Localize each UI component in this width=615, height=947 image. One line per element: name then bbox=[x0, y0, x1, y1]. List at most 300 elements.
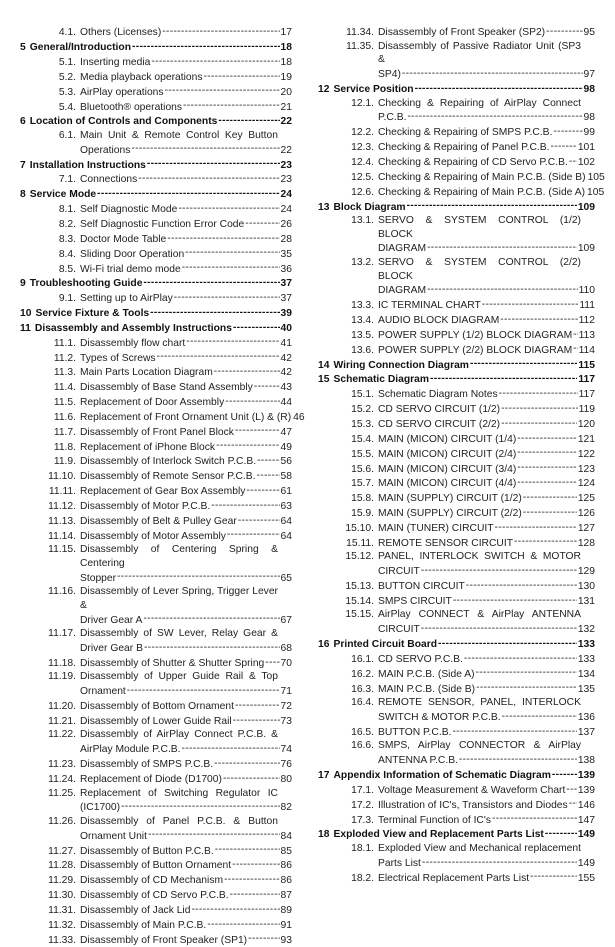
toc-leader-dashes bbox=[150, 306, 279, 316]
toc-leader-dashes bbox=[182, 261, 280, 271]
toc-section-entry[interactable] bbox=[318, 652, 595, 667]
toc-entry-line bbox=[318, 753, 595, 768]
toc-page-number: 126 bbox=[577, 508, 595, 520]
toc-section-entry[interactable] bbox=[20, 202, 292, 217]
toc-entry-number: 11.1. bbox=[53, 337, 76, 349]
toc-entry-line bbox=[20, 800, 292, 815]
toc-entry-title: Parts List bbox=[378, 857, 421, 869]
toc-section-entry[interactable] bbox=[20, 70, 292, 85]
toc-section-entry[interactable] bbox=[20, 395, 292, 410]
toc-entry-title: Disassembly of Button P.C.B. bbox=[80, 845, 214, 857]
toc-section-entry[interactable] bbox=[318, 812, 595, 827]
toc-entry-line bbox=[20, 172, 292, 187]
toc-section-entry[interactable] bbox=[318, 725, 595, 740]
toc-entry-number: 11.8. bbox=[53, 441, 76, 453]
toc-section-entry[interactable] bbox=[318, 696, 595, 724]
toc-entry-number: 11.13. bbox=[48, 515, 76, 527]
toc-leader-dashes bbox=[422, 856, 577, 866]
toc-entry-line bbox=[318, 870, 595, 885]
toc-entry-number: 11.17. bbox=[48, 628, 76, 640]
toc-leader-dashes bbox=[131, 142, 279, 152]
toc-entry-title: Disassembly of Front Panel Block bbox=[80, 426, 234, 438]
toc-section-entry[interactable] bbox=[318, 125, 595, 140]
toc-chapter-entry[interactable] bbox=[20, 276, 292, 291]
toc-leader-dashes bbox=[138, 172, 279, 182]
toc-leader-dashes bbox=[430, 372, 577, 382]
toc-entry-line bbox=[318, 402, 595, 417]
toc-entry-number: 11.29. bbox=[48, 875, 76, 887]
toc-page-number: 37 bbox=[280, 293, 292, 305]
toc-page-number: 76 bbox=[280, 759, 292, 771]
toc-section-entry[interactable] bbox=[20, 714, 292, 729]
toc-page-number: 139 bbox=[577, 784, 595, 796]
toc-entry-title: Voltage Measurement & Waveform Chart bbox=[378, 784, 566, 796]
toc-page-number: 65 bbox=[280, 572, 292, 584]
toc-section-entry[interactable] bbox=[20, 454, 292, 469]
toc-entry-line bbox=[20, 365, 292, 380]
toc-leader-dashes bbox=[230, 888, 280, 898]
toc-page-number: 21 bbox=[280, 101, 292, 113]
toc-entry-title: MAIN P.C.B. (Side B) bbox=[378, 683, 476, 695]
toc-section-entry[interactable] bbox=[20, 656, 292, 671]
toc-entry-number: 13.6. bbox=[351, 344, 374, 356]
toc-section-entry[interactable] bbox=[318, 608, 595, 636]
toc-leader-dashes bbox=[248, 932, 279, 942]
toc-page-number: 120 bbox=[577, 419, 595, 430]
toc-entry-number: 14 bbox=[318, 359, 330, 371]
toc-page-number: 85 bbox=[280, 845, 292, 857]
toc-leader-dashes bbox=[162, 25, 279, 35]
toc-section-entry[interactable] bbox=[20, 410, 305, 425]
toc-section-entry[interactable] bbox=[20, 380, 292, 395]
toc-page-number: 24 bbox=[280, 204, 292, 216]
toc-section-entry[interactable] bbox=[318, 40, 595, 82]
toc-entry-line bbox=[20, 714, 292, 729]
toc-entry-title: MAIN (MICON) CIRCUIT (3/4) bbox=[378, 463, 517, 475]
toc-entry-line bbox=[318, 372, 595, 387]
toc-entry-title: REMOTE SENSOR CIRCUIT bbox=[378, 537, 514, 549]
toc-entry-title: Block Diagram bbox=[333, 201, 406, 213]
toc-entry-number: 11.20. bbox=[48, 701, 76, 713]
toc-page-number: 132 bbox=[577, 624, 595, 636]
toc-entry-number: 17.2. bbox=[351, 799, 374, 811]
toc-entry-number: 15.12. bbox=[345, 551, 374, 563]
toc-leader-dashes bbox=[148, 828, 280, 838]
toc-entry-line bbox=[318, 622, 595, 637]
toc-entry-title: Disassembly of AirPlay Connect P.C.B. & bbox=[80, 729, 278, 741]
toc-page-number: 84 bbox=[280, 830, 292, 842]
toc-section-entry[interactable] bbox=[318, 550, 595, 578]
toc-entry-number: 8 bbox=[20, 189, 26, 201]
toc-entry-title: IC TERMINAL CHART bbox=[378, 300, 481, 312]
toc-entry-line bbox=[20, 918, 292, 933]
toc-entry-title: Disassembly of Shutter & Shutter Spring bbox=[80, 657, 265, 669]
toc-entry-title: SWITCH & MOTOR P.C.B. bbox=[378, 711, 501, 723]
toc-entry-number: 15.11. bbox=[346, 537, 374, 549]
toc-entry-number: 7.1. bbox=[58, 174, 76, 186]
toc-entry-title: Checking & Repairing of AirPlay Connect bbox=[378, 97, 581, 109]
toc-entry-title: Schematic Diagram bbox=[333, 374, 430, 386]
toc-entry-number: 11.9. bbox=[53, 456, 76, 468]
toc-section-entry[interactable] bbox=[20, 424, 292, 439]
toc-entry-title: Disassembly flow chart bbox=[80, 337, 186, 349]
toc-section-entry[interactable] bbox=[318, 140, 595, 155]
toc-section-entry[interactable] bbox=[318, 476, 595, 491]
toc-page-number: 89 bbox=[280, 904, 292, 916]
toc-entry-title: Schematic Diagram Notes bbox=[378, 389, 498, 401]
toc-section-entry[interactable] bbox=[20, 888, 292, 903]
toc-entry-title: Disassembly of Jack Lid bbox=[80, 904, 191, 916]
toc-section-entry[interactable] bbox=[20, 585, 292, 627]
toc-chapter-entry[interactable] bbox=[318, 637, 595, 652]
toc-section-entry[interactable] bbox=[318, 298, 595, 313]
toc-section-entry[interactable] bbox=[318, 739, 595, 767]
toc-entry-line bbox=[20, 828, 292, 843]
toc-section-entry[interactable] bbox=[20, 543, 292, 585]
toc-leader-dashes bbox=[476, 666, 577, 676]
toc-section-entry[interactable] bbox=[318, 446, 595, 461]
toc-leader-dashes bbox=[246, 484, 279, 494]
toc-section-entry[interactable] bbox=[318, 97, 595, 125]
toc-page-number: 73 bbox=[280, 715, 292, 727]
toc-leader-dashes bbox=[517, 461, 577, 471]
toc-chapter-entry[interactable] bbox=[20, 40, 292, 55]
toc-entry-number: 12.1. bbox=[351, 97, 374, 109]
toc-section-entry[interactable] bbox=[318, 666, 595, 681]
toc-leader-dashes bbox=[517, 476, 577, 486]
toc-section-entry[interactable] bbox=[20, 903, 292, 918]
toc-entry-number: 11.34. bbox=[346, 27, 374, 39]
toc-entry-title: Location of Controls and Components bbox=[29, 116, 218, 128]
toc-chapter-entry[interactable] bbox=[318, 82, 595, 97]
toc-section-entry[interactable] bbox=[318, 432, 595, 447]
toc-section-entry[interactable] bbox=[20, 918, 292, 933]
toc-entry-line bbox=[318, 241, 595, 256]
toc-section-entry[interactable] bbox=[20, 84, 292, 99]
toc-entry-line bbox=[20, 380, 292, 395]
toc-page-number: 133 bbox=[577, 639, 595, 651]
toc-section-entry[interactable] bbox=[20, 439, 292, 454]
toc-entry-title: MAIN (SUPPLY) CIRCUIT (2/2) bbox=[378, 508, 522, 520]
toc-leader-dashes bbox=[500, 313, 577, 323]
toc-page-number: 41 bbox=[280, 337, 292, 349]
toc-section-entry[interactable] bbox=[20, 858, 292, 873]
toc-entry-number: 11.25. bbox=[48, 787, 76, 799]
toc-entry-number: 11.22. bbox=[48, 729, 76, 741]
toc-leader-dashes bbox=[218, 114, 279, 124]
toc-entry-line bbox=[318, 652, 595, 667]
toc-leader-dashes bbox=[235, 699, 280, 709]
toc-entry-title: Checking & Repairing of Panel P.C.B. bbox=[378, 142, 550, 154]
toc-page-number: 39 bbox=[280, 308, 292, 320]
toc-section-entry[interactable] bbox=[318, 328, 595, 343]
toc-section-entry[interactable] bbox=[20, 25, 292, 40]
toc-entry-number: 11.18. bbox=[48, 657, 76, 669]
toc-page-number: 147 bbox=[577, 814, 595, 826]
toc-entry-line bbox=[20, 742, 292, 757]
toc-leader-dashes bbox=[464, 652, 577, 662]
toc-entry-line bbox=[318, 564, 595, 579]
toc-entry-line bbox=[318, 82, 595, 97]
toc-section-entry[interactable] bbox=[20, 772, 292, 787]
toc-entry-number: 15.1. bbox=[351, 389, 374, 401]
toc-page-number: 74 bbox=[280, 744, 292, 756]
toc-section-entry[interactable] bbox=[318, 155, 595, 170]
toc-section-entry[interactable] bbox=[318, 342, 595, 357]
toc-chapter-entry[interactable] bbox=[20, 114, 292, 129]
toc-section-entry[interactable] bbox=[318, 797, 595, 812]
toc-entry-number: 13 bbox=[318, 201, 330, 213]
toc-section-entry[interactable] bbox=[20, 261, 292, 276]
toc-section-entry[interactable] bbox=[20, 129, 292, 157]
toc-entry-title: Disassembly of Base Stand Assembly bbox=[80, 382, 253, 394]
toc-entry-number: 15.9. bbox=[351, 508, 374, 520]
toc-page-number: 22 bbox=[280, 144, 292, 156]
toc-entry-line bbox=[318, 783, 595, 798]
toc-section-entry[interactable] bbox=[20, 670, 292, 698]
toc-chapter-entry[interactable] bbox=[20, 157, 292, 172]
toc-section-entry[interactable] bbox=[318, 491, 595, 506]
toc-section-entry[interactable] bbox=[318, 387, 595, 402]
toc-page-number: 130 bbox=[577, 580, 595, 592]
toc-page-number: 17 bbox=[280, 27, 292, 39]
toc-leader-dashes bbox=[495, 521, 577, 531]
toc-section-entry[interactable] bbox=[20, 787, 292, 815]
toc-entry-title: Types of Screws bbox=[80, 352, 156, 364]
toc-leader-dashes bbox=[569, 797, 577, 807]
toc-page-number: 58 bbox=[280, 471, 292, 483]
toc-entry-number: 16.1. bbox=[351, 653, 374, 665]
toc-leader-dashes bbox=[224, 873, 279, 883]
toc-leader-dashes bbox=[470, 357, 577, 367]
toc-leader-dashes bbox=[117, 570, 279, 580]
toc-section-entry[interactable] bbox=[318, 681, 595, 696]
toc-section-entry[interactable] bbox=[20, 699, 292, 714]
toc-section-entry[interactable] bbox=[318, 506, 595, 521]
toc-leader-dashes bbox=[552, 768, 577, 778]
toc-leader-dashes bbox=[257, 454, 279, 464]
toc-section-entry[interactable] bbox=[20, 627, 292, 655]
toc-chapter-entry[interactable] bbox=[20, 306, 292, 321]
toc-entry-title: Disassembly of Panel P.C.B. & Button bbox=[80, 815, 278, 827]
toc-section-entry[interactable] bbox=[20, 815, 292, 843]
toc-section-entry[interactable] bbox=[20, 99, 292, 114]
toc-leader-dashes bbox=[523, 506, 577, 516]
toc-page-number: 111 bbox=[579, 300, 595, 312]
toc-entry-title: SMPS CIRCUIT bbox=[378, 595, 452, 607]
toc-entry-number: 11.21. bbox=[48, 715, 76, 727]
toc-section-entry[interactable] bbox=[318, 535, 595, 550]
toc-section-entry[interactable] bbox=[318, 214, 595, 256]
toc-section-entry[interactable] bbox=[20, 843, 292, 858]
toc-section-entry[interactable] bbox=[318, 184, 605, 199]
toc-entry-title: Disassembly of Front Speaker (SP1) bbox=[80, 934, 248, 946]
toc-section-entry[interactable] bbox=[20, 291, 292, 306]
toc-leader-dashes bbox=[566, 783, 576, 793]
toc-section-entry[interactable] bbox=[20, 246, 292, 261]
toc-entry-line bbox=[20, 84, 292, 99]
toc-entry-line bbox=[20, 873, 292, 888]
toc-chapter-entry[interactable] bbox=[318, 357, 595, 372]
toc-section-entry[interactable] bbox=[318, 402, 595, 417]
toc-page-number: 37 bbox=[280, 278, 292, 290]
toc-entry-title: ANTENNA P.C.B. bbox=[378, 755, 458, 767]
toc-page-number: 102 bbox=[577, 157, 595, 168]
toc-section-entry[interactable] bbox=[20, 873, 292, 888]
toc-entry-number: 15.15. bbox=[345, 609, 374, 621]
toc-entry-line bbox=[318, 357, 595, 372]
toc-leader-dashes bbox=[523, 491, 577, 501]
toc-section-entry[interactable] bbox=[20, 728, 292, 756]
toc-entry-line bbox=[318, 328, 595, 343]
toc-entry-number: 8.3. bbox=[58, 233, 76, 245]
toc-section-entry[interactable] bbox=[20, 350, 292, 365]
toc-entry-line bbox=[318, 67, 595, 82]
toc-page-number: 40 bbox=[280, 322, 292, 334]
toc-entry-number: 11.5. bbox=[53, 397, 76, 409]
toc-entry-line bbox=[20, 670, 292, 684]
toc-section-entry[interactable] bbox=[20, 528, 292, 543]
toc-entry-line bbox=[20, 439, 292, 454]
toc-entry-number: 11.2. bbox=[53, 352, 76, 364]
toc-entry-number: 15.13. bbox=[345, 580, 374, 592]
toc-leader-dashes bbox=[545, 827, 577, 837]
toc-section-entry[interactable] bbox=[318, 170, 605, 185]
toc-section-entry[interactable] bbox=[20, 55, 292, 70]
toc-section-entry[interactable] bbox=[318, 256, 595, 298]
toc-chapter-entry[interactable] bbox=[20, 321, 292, 336]
toc-leader-dashes bbox=[452, 725, 576, 735]
toc-section-entry[interactable] bbox=[20, 365, 292, 380]
toc-entry-line bbox=[318, 461, 595, 476]
toc-entry-line bbox=[318, 535, 595, 550]
toc-entry-line bbox=[318, 696, 595, 710]
toc-entry-line bbox=[20, 728, 292, 742]
toc-leader-dashes bbox=[517, 446, 577, 456]
toc-entry-line bbox=[20, 99, 292, 114]
toc-section-entry[interactable] bbox=[20, 484, 292, 499]
toc-leader-dashes bbox=[147, 157, 280, 167]
toc-entry-line bbox=[318, 827, 595, 842]
toc-section-entry[interactable] bbox=[318, 579, 595, 594]
toc-page-number: 95 bbox=[583, 27, 595, 39]
toc-page-number: 137 bbox=[577, 726, 595, 738]
toc-section-entry[interactable] bbox=[318, 417, 595, 432]
toc-leader-dashes bbox=[235, 424, 280, 434]
toc-entry-title: Connections bbox=[80, 174, 138, 186]
toc-entry-line bbox=[20, 70, 292, 85]
toc-page-number: 42 bbox=[280, 352, 292, 364]
toc-section-entry[interactable] bbox=[318, 783, 595, 798]
toc-entry-title: Ornament Unit bbox=[80, 830, 147, 842]
toc-section-entry[interactable] bbox=[318, 842, 595, 870]
toc-section-entry[interactable] bbox=[20, 469, 292, 484]
toc-entry-title: Others (Licenses) bbox=[80, 27, 162, 39]
toc-entry-title: MAIN (MICON) CIRCUIT (1/4) bbox=[378, 433, 517, 445]
toc-section-entry[interactable] bbox=[318, 594, 595, 609]
toc-entry-line bbox=[20, 202, 292, 217]
toc-chapter-entry[interactable] bbox=[318, 372, 595, 387]
toc-entry-line bbox=[20, 25, 292, 40]
toc-section-entry[interactable] bbox=[318, 25, 595, 40]
toc-page-number: 113 bbox=[578, 329, 595, 341]
toc-page-number: 112 bbox=[578, 315, 595, 327]
toc-section-entry[interactable] bbox=[20, 757, 292, 772]
toc-section-entry[interactable] bbox=[20, 172, 292, 187]
toc-entry-line bbox=[20, 157, 292, 172]
toc-leader-dashes bbox=[553, 125, 582, 135]
toc-chapter-entry[interactable] bbox=[318, 768, 595, 783]
toc-chapter-entry[interactable] bbox=[318, 199, 595, 214]
toc-entry-title: Disassembly of CD Mechanism bbox=[80, 875, 224, 887]
toc-section-entry[interactable] bbox=[20, 232, 292, 247]
toc-page-number: 136 bbox=[577, 711, 595, 723]
toc-section-entry[interactable] bbox=[20, 335, 292, 350]
toc-section-entry[interactable] bbox=[318, 461, 595, 476]
toc-entry-title: Disassembly of Front Speaker (SP2) bbox=[378, 27, 546, 39]
toc-entry-title: Replacement of iPhone Block bbox=[80, 441, 216, 453]
toc-entry-title: Disassembly of CD Servo P.C.B. bbox=[80, 890, 229, 902]
toc-entry-line bbox=[318, 812, 595, 827]
toc-entry-number: 18.1. bbox=[351, 842, 374, 854]
toc-section-entry[interactable] bbox=[318, 870, 595, 885]
toc-leader-dashes bbox=[225, 395, 279, 405]
toc-entry-line bbox=[318, 110, 595, 125]
toc-page-number: 36 bbox=[280, 263, 292, 275]
toc-entry-number: 9.1. bbox=[58, 293, 76, 305]
toc-entry-title: Replacement of Door Assembly bbox=[80, 397, 225, 409]
toc-chapter-entry[interactable] bbox=[20, 187, 292, 202]
toc-page-number: 105 bbox=[587, 171, 605, 183]
toc-entry-number: 11.35. bbox=[346, 40, 374, 52]
toc-leader-dashes bbox=[216, 439, 279, 449]
toc-entry-title: Main Parts Location Diagram bbox=[80, 367, 213, 379]
toc-entry-title: Replacement of Switching Regulator IC bbox=[80, 787, 278, 799]
toc-entry-title: Setting up to AirPlay bbox=[80, 293, 173, 305]
toc-section-entry[interactable] bbox=[20, 217, 292, 232]
toc-leader-dashes bbox=[174, 291, 280, 301]
toc-section-entry[interactable] bbox=[318, 313, 595, 328]
toc-entry-number: 15.3. bbox=[351, 419, 374, 430]
toc-entry-title: CD SERVO CIRCUIT (1/2) bbox=[378, 404, 501, 416]
toc-leader-dashes bbox=[492, 812, 577, 822]
toc-section-entry[interactable] bbox=[20, 499, 292, 514]
toc-page-number: 121 bbox=[577, 433, 595, 445]
toc-entry-title: Main Unit & Remote Control Key Button bbox=[80, 129, 278, 141]
toc-entry-title: General/Introduction bbox=[29, 42, 131, 54]
toc-column-left bbox=[20, 25, 305, 947]
toc-leader-dashes bbox=[157, 350, 280, 360]
toc-section-entry[interactable] bbox=[20, 932, 292, 947]
toc-entry-number: 9 bbox=[20, 278, 26, 290]
toc-entry-line bbox=[318, 417, 595, 432]
toc-leader-dashes bbox=[185, 246, 279, 256]
toc-section-entry[interactable] bbox=[318, 521, 595, 536]
toc-leader-dashes bbox=[421, 622, 577, 632]
toc-chapter-entry[interactable] bbox=[318, 827, 595, 842]
toc-entry-line bbox=[318, 256, 595, 283]
toc-entry-title: Installation Instructions bbox=[29, 159, 146, 171]
toc-entry-title: Disassembly and Assembly Instructions bbox=[34, 322, 232, 334]
toc-leader-dashes bbox=[517, 432, 577, 442]
toc-entry-line bbox=[20, 627, 292, 641]
toc-entry-line bbox=[318, 155, 595, 170]
toc-leader-dashes bbox=[569, 155, 577, 165]
toc-section-entry[interactable] bbox=[20, 514, 292, 529]
toc-entry-number: 12.2. bbox=[351, 127, 374, 139]
toc-leader-dashes bbox=[453, 594, 577, 604]
toc-entry-line bbox=[318, 214, 595, 241]
